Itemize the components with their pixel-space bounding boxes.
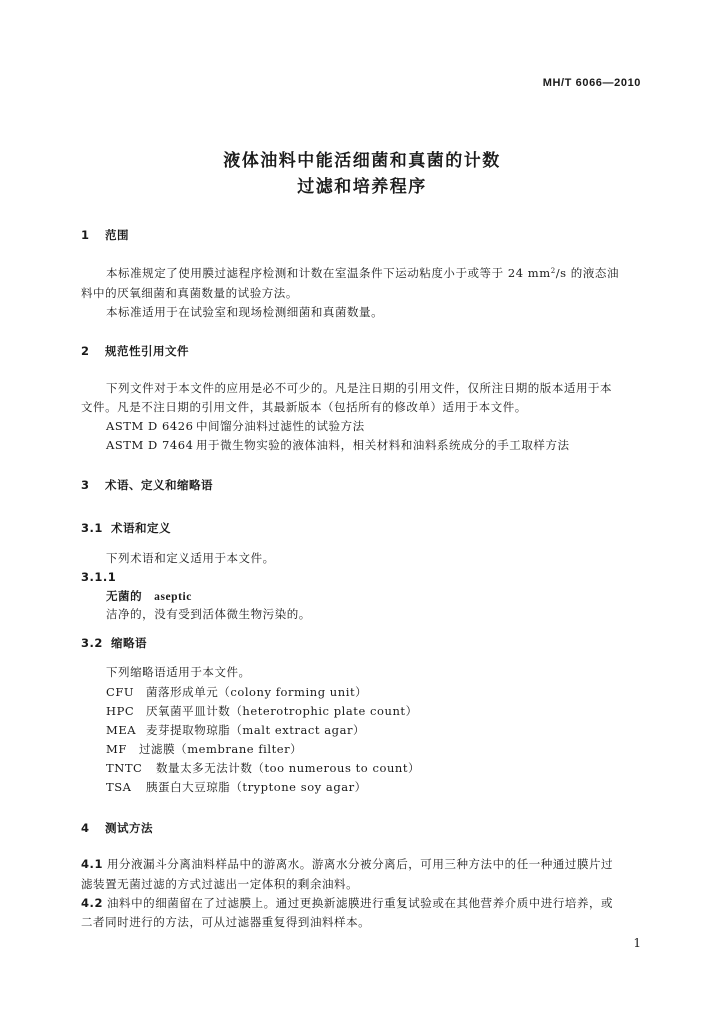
section-3-heading xyxy=(81,477,213,493)
section-title: 术语、定义和缩略语 xyxy=(105,478,213,492)
clause-4-1-line-1 xyxy=(81,856,613,872)
standard-code: MH/T 6066—2010 xyxy=(542,77,641,89)
term-number: 3.1.1 xyxy=(81,570,117,584)
abbreviation: TNTC xyxy=(106,761,143,775)
section-2-paragraph-line-2: 文件。凡是不注日期的引用文件，其最新版本（包括所有的修改单）适用于本文件。 xyxy=(81,400,527,414)
section-title: 术语和定义 xyxy=(111,521,171,535)
reference-code: ASTM D 7464 xyxy=(106,438,194,452)
abbreviation: HPC xyxy=(106,704,135,718)
section-1-heading xyxy=(81,227,129,243)
abbreviation: CFU xyxy=(106,685,135,699)
section-title: 规范性引用文件 xyxy=(105,344,189,358)
abbreviation-item xyxy=(106,760,420,776)
section-1-paragraph-1-line-2: 料中的厌氧细菌和真菌数量的试验方法。 xyxy=(81,286,298,300)
reference-code: ASTM D 6426 xyxy=(106,419,194,433)
page-number: 1 xyxy=(633,936,641,950)
section-title: 测试方法 xyxy=(105,821,153,835)
term-entry xyxy=(106,588,192,604)
section-title: 范围 xyxy=(105,228,129,242)
section-4-heading xyxy=(81,820,153,836)
abbreviation: MF xyxy=(106,742,127,756)
text-run: 本标准规定了使用膜过滤程序检测和计数在室温条件下运动粘度小于或等于 24 mm xyxy=(106,266,551,280)
abbreviation-meaning: 菌落形成单元（colony forming unit） xyxy=(146,685,368,699)
term-zh: 无菌的 xyxy=(106,589,143,603)
reference-title: 用于微生物实验的液体油料，相关材料和油料系统成分的手工取样方法 xyxy=(196,438,570,452)
abbreviation: TSA xyxy=(106,780,132,794)
term-definition: 洁净的，没有受到活体微生物污染的。 xyxy=(106,607,311,621)
abbreviation-item xyxy=(106,684,367,700)
section-number: 3.2 xyxy=(81,636,103,650)
abbreviation-item xyxy=(106,779,367,795)
section-number: 3.1 xyxy=(81,521,103,535)
abbreviation-meaning: 胰蛋白大豆琼脂（tryptone soy agar） xyxy=(146,780,367,794)
section-number: 4 xyxy=(81,821,90,835)
abbreviation-item xyxy=(106,703,418,719)
term-en: aseptic xyxy=(154,591,192,603)
section-3-2-heading xyxy=(81,635,147,651)
section-1-paragraph-2: 本标准适用于在试验室和现场检测细菌和真菌数量。 xyxy=(106,305,384,319)
section-2-paragraph-line-1: 下列文件对于本文件的应用是必不可少的。凡是注日期的引用文件，仅所注日期的版本适用于本 xyxy=(106,381,613,395)
clause-text: 用分液漏斗分离油料样品中的游离水。游离水分被分离后，可用三种方法中的任一种通过膜片过 xyxy=(107,857,614,871)
section-3-1-heading xyxy=(81,520,171,536)
abbreviation-meaning: 麦芽提取物琼脂（malt extract agar） xyxy=(146,723,366,737)
clause-4-2-line-1 xyxy=(81,895,613,911)
section-number: 3 xyxy=(81,478,90,492)
section-3-2-intro: 下列缩略语适用于本文件。 xyxy=(106,665,251,679)
reference-title: 中间馏分油料过滤性的试验方法 xyxy=(196,419,365,433)
abbreviation-item xyxy=(106,722,365,738)
document-title-line1: 液体油料中能活细菌和真菌的计数 xyxy=(223,151,501,171)
section-number: 2 xyxy=(81,344,90,358)
clause-4-2-line-2: 二者同时进行的方法，可从过滤器重复得到油料样本。 xyxy=(81,915,371,929)
abbreviation-meaning: 过滤膜（membrane filter） xyxy=(139,742,303,756)
clause-number: 4.2 xyxy=(81,896,104,910)
reference-item xyxy=(106,437,570,453)
section-3-1-intro: 下列术语和定义适用于本文件。 xyxy=(106,551,275,565)
section-1-paragraph-1-line-1 xyxy=(106,265,619,281)
section-title: 缩略语 xyxy=(111,636,147,650)
abbreviation: MEA xyxy=(106,723,137,737)
document-title-line2: 过滤和培养程序 xyxy=(297,177,427,197)
abbreviation-meaning: 厌氧菌平皿计数（heterotrophic plate count） xyxy=(146,704,418,718)
reference-item xyxy=(106,418,365,434)
abbreviation-meaning: 数量太多无法计数（too numerous to count） xyxy=(156,761,421,775)
section-2-heading xyxy=(81,343,189,359)
clause-text: 油料中的细菌留在了过滤膜上。通过更换新滤膜进行重复试验或在其他营养介质中进行培养，或 xyxy=(107,896,614,910)
abbreviation-item xyxy=(106,741,302,757)
text-run: /s 的液态油 xyxy=(555,266,619,280)
clause-number: 4.1 xyxy=(81,857,104,871)
section-number: 1 xyxy=(81,228,90,242)
clause-4-1-line-2: 滤装置无菌过滤的方式过滤出一定体积的剩余油料。 xyxy=(81,877,359,891)
superscript: 2 xyxy=(550,267,556,275)
